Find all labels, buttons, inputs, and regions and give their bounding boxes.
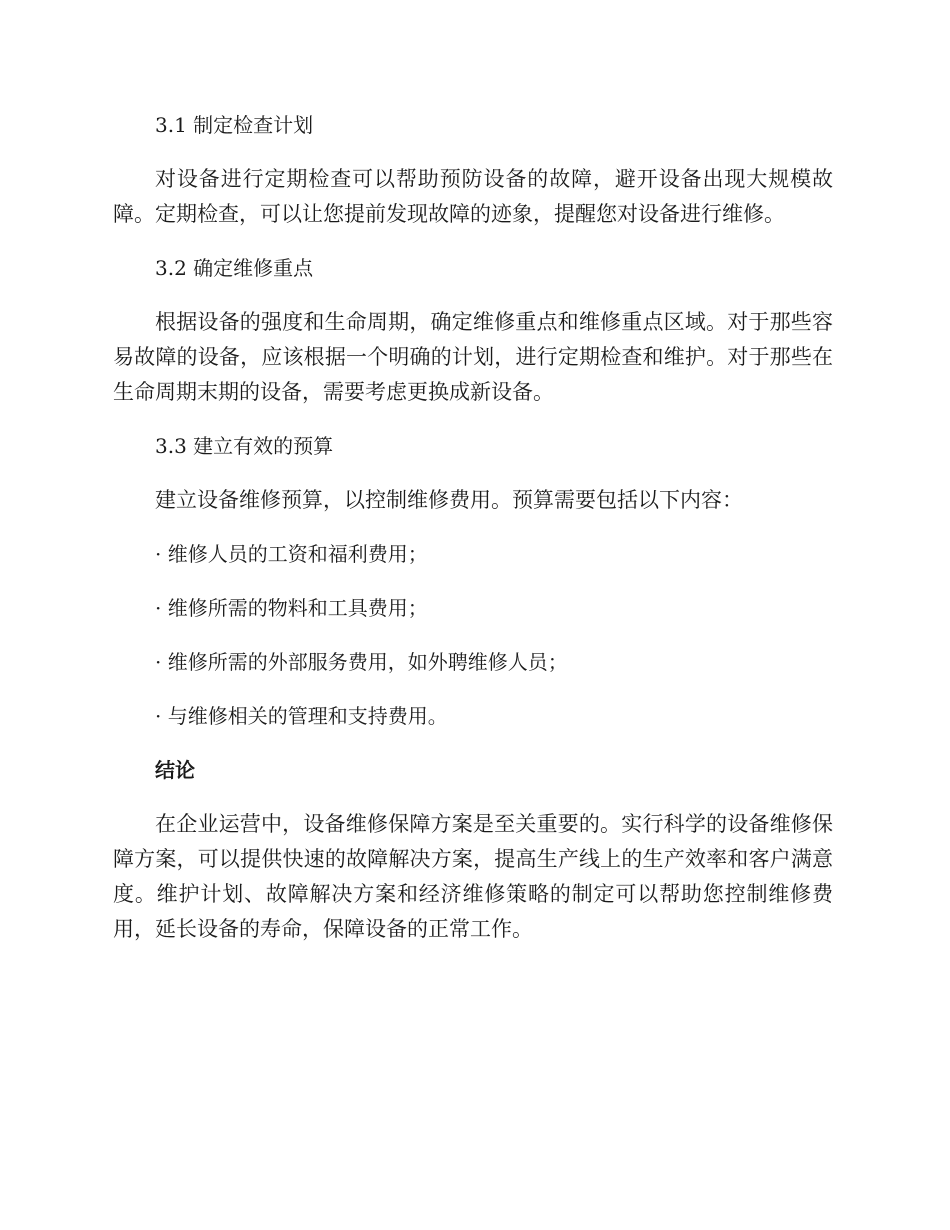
conclusion-heading: 结论 [155,758,195,782]
section-heading-3-3: 3.3 建立有效的预算 [155,434,334,458]
list-item: · 维修所需的物料和工具费用； [155,596,428,620]
document-page [113,108,833,947]
section-body-3-2: 根据设备的强度和生命周期，确定维修重点和维修重点区域。对于那些容易故障的设备，应该根据一个明确的计划，进行定期检查和维护。对于那些在生命周期末期的设备，需要考虑更换成新设备。 [113,310,833,404]
list-item: · 与维修相关的管理和支持费用。 [155,704,448,728]
section-body-3-1: 对设备进行定期检查可以帮助预防设备的故障，避开设备出现大规模故障。定期检查，可以让您提前发现故障的迹象，提醒您对设备进行维修。 [113,167,833,226]
section-heading-3-2: 3.2 确定维修重点 [155,256,314,280]
list-item: · 维修所需的外部服务费用，如外聘维修人员； [155,650,568,674]
conclusion-body: 在企业运营中，设备维修保障方案是至关重要的。实行科学的设备维修保障方案，可以提供快速的故障解决方案，提高生产线上的生产效率和客户满意度。维护计划、故障解决方案和经济维修策略的制定可以帮助您控制维修费用，延长设备的寿命，保障设备的正常工作。 [113,812,833,941]
section-heading-3-1: 3.1 制定检查计划 [155,113,314,137]
section-body-3-3: 建立设备维修预算，以控制维修费用。预算需要包括以下内容： [155,488,743,512]
list-item: · 维修人员的工资和福利费用； [155,542,428,566]
